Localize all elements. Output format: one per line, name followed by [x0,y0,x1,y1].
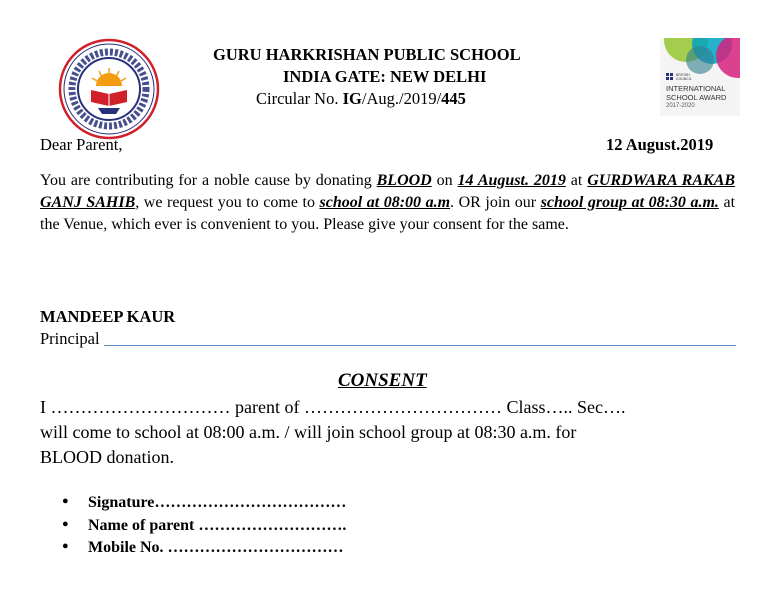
consent-line-1: I ………………………… parent of …………………………… Class….. Sec…. [40,397,626,417]
consent-fields [40,494,346,562]
school-time: school at 08:00 a.m [319,194,451,211]
circular-mid: /Aug./2019/ [361,89,442,108]
signatory-name: MANDEEP KAUR [40,307,176,326]
letter-body [40,170,735,236]
body-text-6: at the Venue, which ever is convenient to you. Please give your consent for the same. [40,194,736,233]
consent-title: CONSENT [338,370,427,391]
school-name: GURU HARKRISHAN PUBLIC SCHOOL [213,45,521,64]
body-text-1: You are contributing for a noble cause by donating [40,172,377,189]
group-time: school group at 08:30 a.m. [540,194,719,211]
circular-prefix: Circular No. [256,89,343,108]
signatory-title: Principal [40,329,100,348]
blood-highlight: BLOOD [376,172,432,189]
award-years: 2017-2020 [666,103,695,109]
venue: GURDWARA RAKAB GANJ SAHIB [40,172,736,211]
award-logo [660,38,740,116]
consent-line-2: will come to school at 08:00 a.m. / will join school group at 08:30 a.m. for [40,422,577,442]
salutation: Dear Parent, [40,135,123,154]
award-line2: SCHOOL AWARD [666,93,727,102]
body-text-5: . OR join our [450,194,541,211]
signature-field: ● Signature……………………………… [40,494,346,517]
mobile-field: ● Mobile No. …………………………… [40,539,346,562]
event-date: 14 August. 2019 [457,172,566,189]
award-line1: INTERNATIONAL [666,84,726,93]
body-text-3: at [565,172,588,189]
circular-code: IG [342,89,362,108]
award-org: BRITISH COUNCIL [676,73,692,81]
school-logo [58,38,160,140]
circular-num: 445 [441,89,466,108]
body-text-2: on [431,172,458,189]
consent-line-3: BLOOD donation. [40,447,174,467]
cut-divider [104,345,736,346]
letter-date: 12 August.2019 [606,135,714,154]
parent-name-field: ● Name of parent ………………………. [40,517,346,540]
school-location: INDIA GATE: NEW DELHI [283,67,487,86]
circular-number [256,89,466,109]
body-text-4: , we request you to come to [135,194,320,211]
